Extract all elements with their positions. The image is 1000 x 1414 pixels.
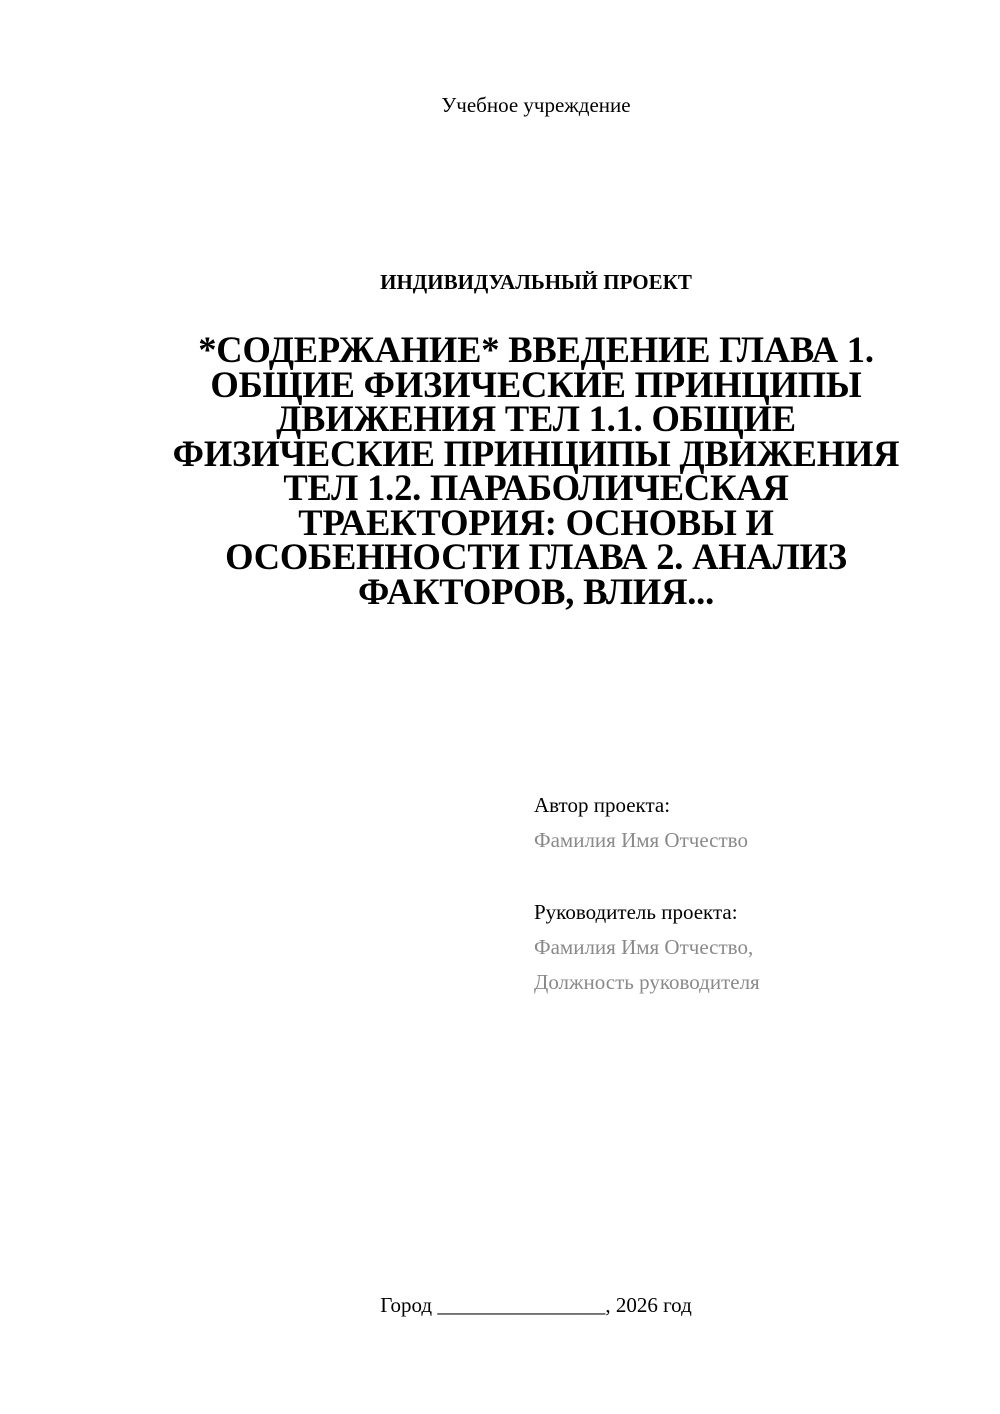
supervisor-position: Должность руководителя — [534, 970, 760, 994]
document-title: *СОДЕРЖАНИЕ* ВВЕДЕНИЕ ГЛАВА 1. ОБЩИЕ ФИЗИЧЕСКИЕ ПРИНЦИПЫ ДВИЖЕНИЯ ТЕЛ 1.1. ОБЩИЕ ФИЗИЧЕСКИЕ ПРИНЦИПЫ ДВИЖЕНИЯ ТЕЛ 1.2. ПАРАБОЛИЧЕСКАЯ ТРАЕКТОРИЯ: ОСНОВЫ И ОСОБЕННОСТИ ГЛАВА 2. АНАЛИЗ ФАКТОРОВ, ВЛИЯ... — [172, 329, 900, 612]
authors-block — [534, 788, 974, 1000]
supervisor-label: Руководитель проекта: — [534, 900, 738, 924]
author-name: Фамилия Имя Отчество — [534, 828, 748, 852]
institution-name: Учебное учреждение — [441, 93, 631, 117]
document-type: ИНДИВИДУАЛЬНЫЙ ПРОЕКТ — [380, 270, 692, 294]
city-year-line: Город ________________, 2026 год — [380, 1293, 692, 1317]
author-label: Автор проекта: — [534, 793, 671, 817]
supervisor-name: Фамилия Имя Отчество, — [534, 935, 754, 959]
authors-spacer — [534, 858, 974, 895]
